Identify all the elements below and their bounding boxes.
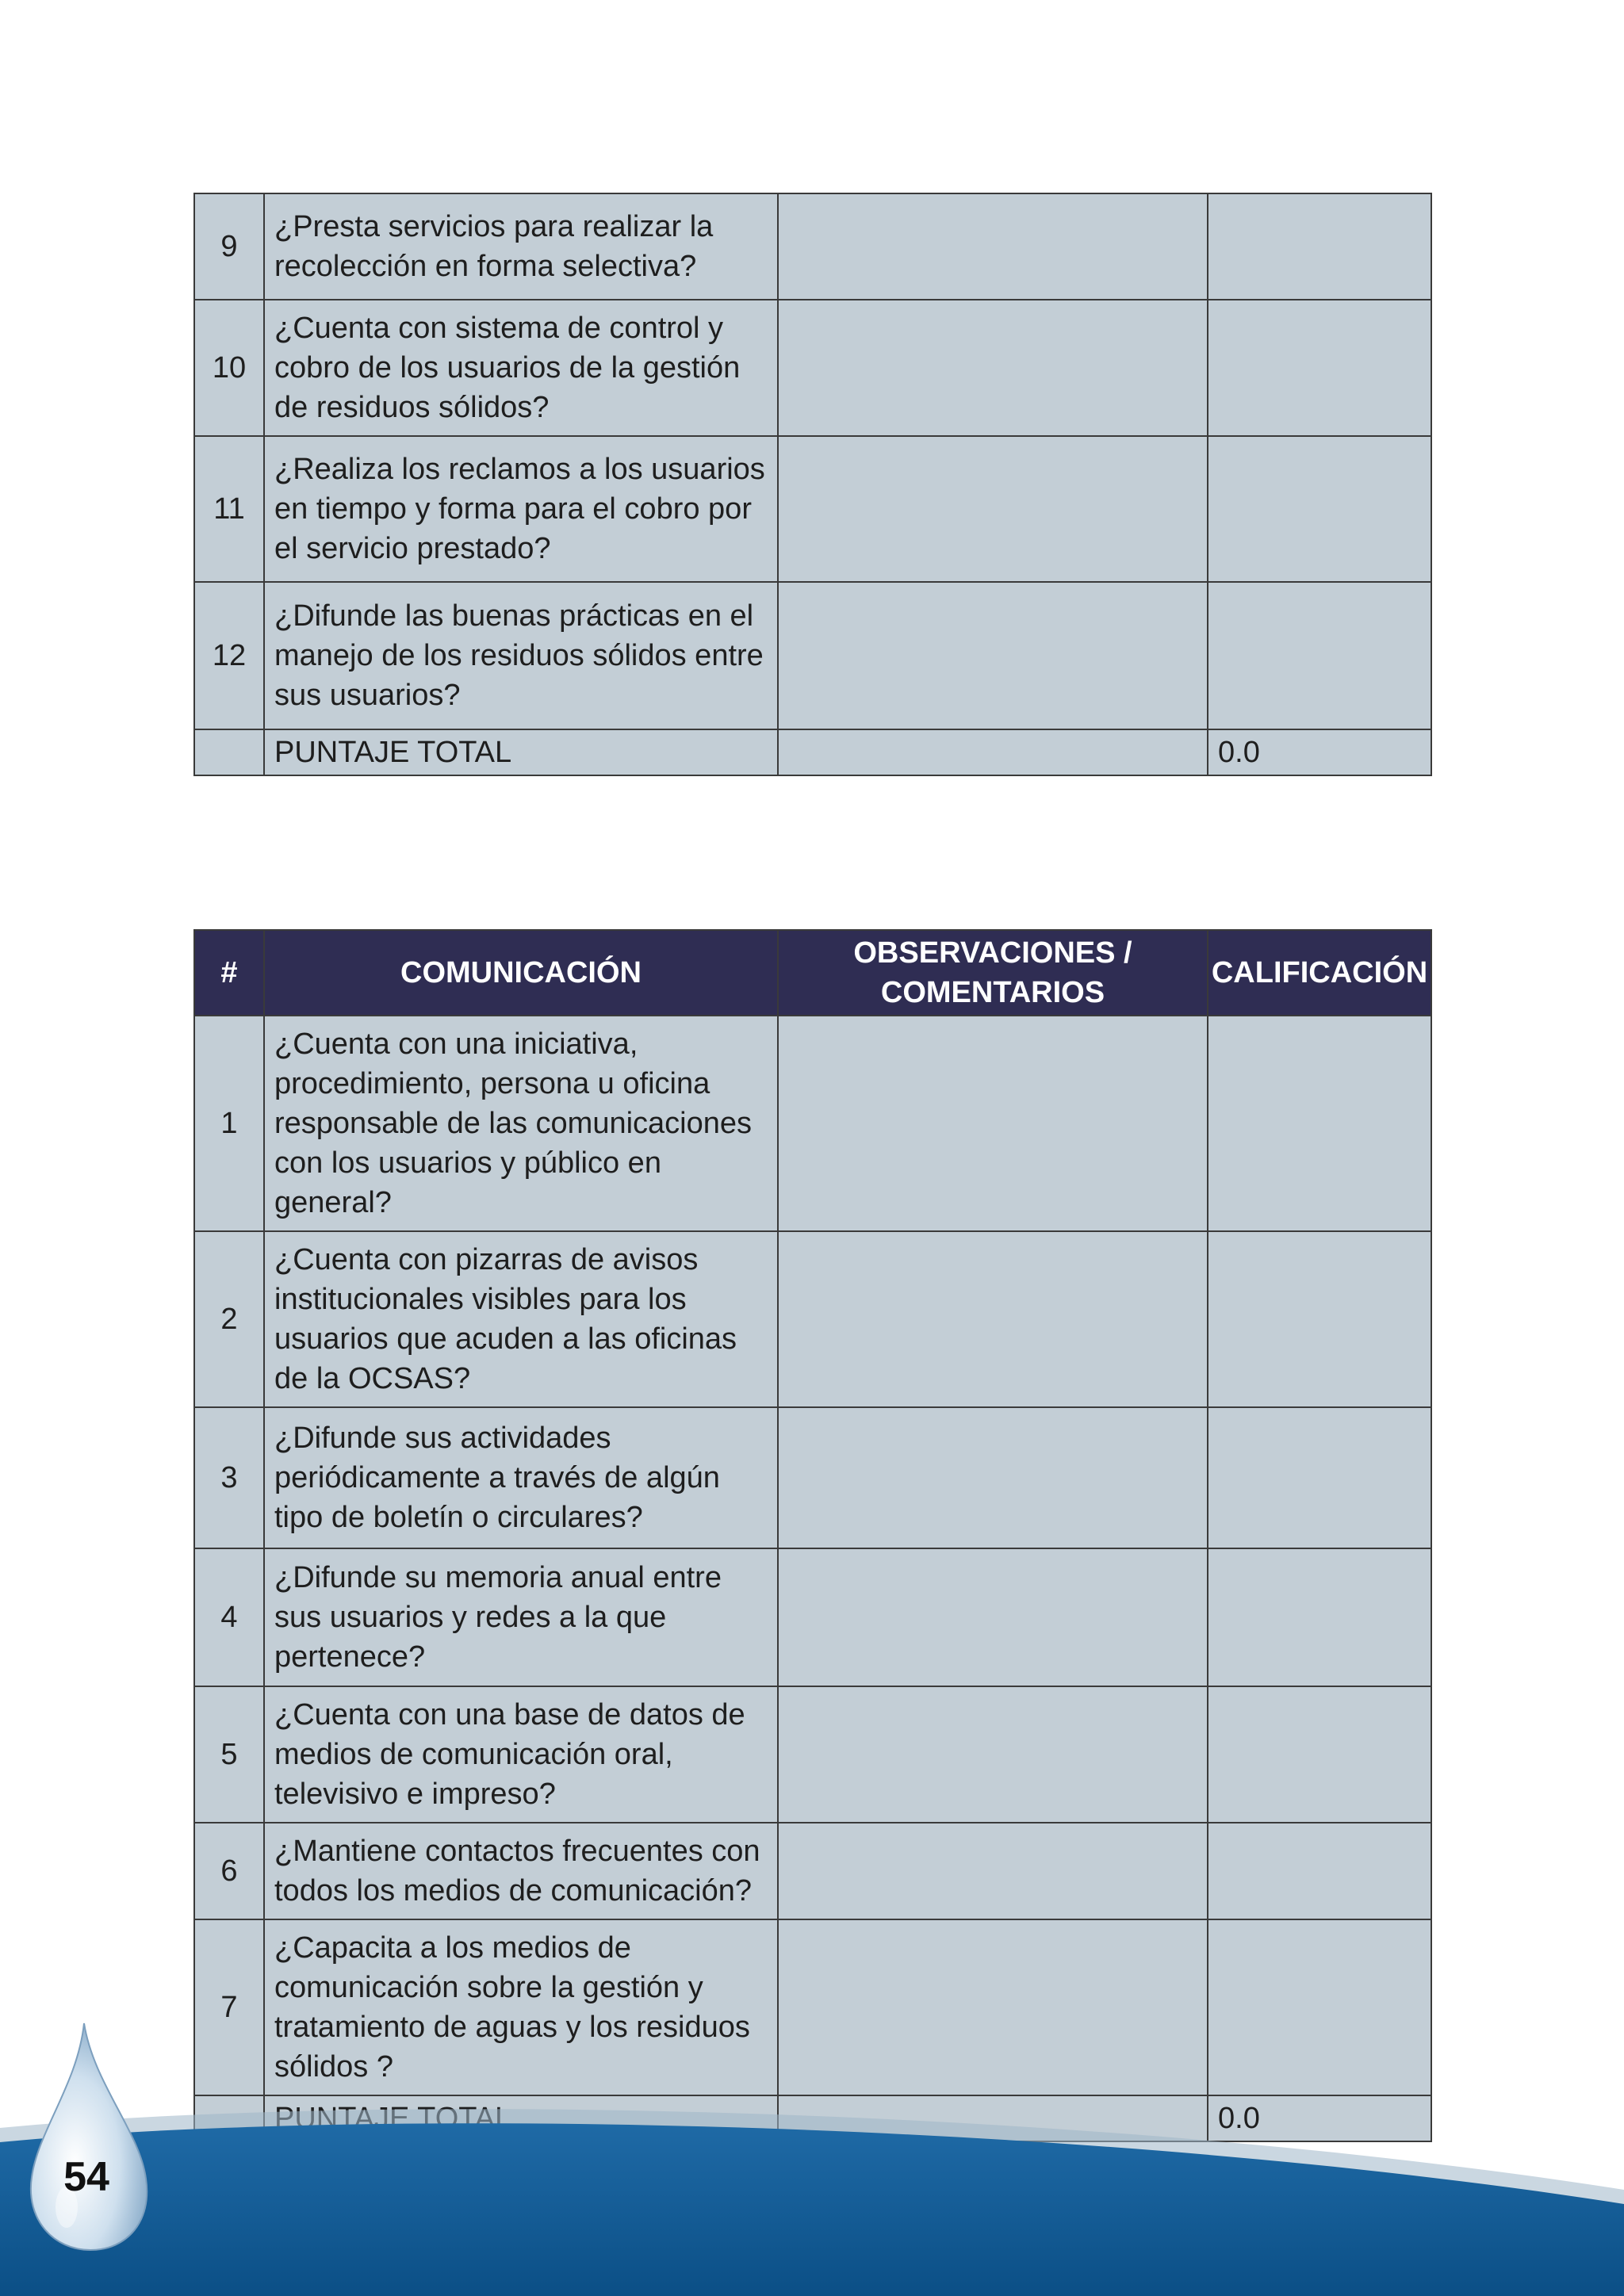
score-cell[interactable] (1208, 1548, 1431, 1686)
header-category: COMUNICACIÓN (264, 930, 778, 1016)
question-text: ¿Cuenta con pizarras de avisos institucionales visibles para los usuarios que acuden a las oficinas de la OCSAS? (264, 1231, 778, 1407)
table-row (194, 1686, 1431, 1823)
table-row (194, 1407, 1431, 1548)
total-observations-cell (778, 729, 1208, 775)
total-score: 0.0 (1208, 729, 1431, 775)
row-number: 3 (194, 1407, 264, 1548)
score-cell[interactable] (1208, 1686, 1431, 1823)
observations-cell[interactable] (778, 1407, 1208, 1548)
row-number: 11 (194, 436, 264, 582)
row-number: 6 (194, 1823, 264, 1919)
question-text: ¿Difunde su memoria anual entre sus usuarios y redes a la que pertenece? (264, 1548, 778, 1686)
table-row (194, 1823, 1431, 1919)
score-cell[interactable] (1208, 1407, 1431, 1548)
score-cell[interactable] (1208, 1919, 1431, 2095)
question-text: ¿Presta servicios para realizar la recolección en forma selectiva? (264, 193, 778, 300)
row-number: 12 (194, 582, 264, 729)
table-row (194, 436, 1431, 582)
row-number: 10 (194, 300, 264, 436)
observations-cell[interactable] (778, 1016, 1208, 1231)
table-row (194, 582, 1431, 729)
score-cell[interactable] (1208, 582, 1431, 729)
row-number: 9 (194, 193, 264, 300)
observations-cell[interactable] (778, 300, 1208, 436)
observations-cell[interactable] (778, 193, 1208, 300)
header-number: # (194, 930, 264, 1016)
observations-cell[interactable] (778, 582, 1208, 729)
observations-cell[interactable] (778, 1548, 1208, 1686)
question-text: ¿Mantiene contactos frecuentes con todos los medios de comunicación? (264, 1823, 778, 1919)
table-row (194, 193, 1431, 300)
question-text: ¿Capacita a los medios de comunicación sobre la gestión y tratamiento de aguas y los residuos sólidos ? (264, 1919, 778, 2095)
water-drop-icon (22, 2020, 157, 2255)
score-cell[interactable] (1208, 1016, 1431, 1231)
evaluation-table-continued (193, 193, 1432, 776)
page-number: 54 (63, 2154, 109, 2200)
total-number-cell (194, 729, 264, 775)
communication-evaluation-table (193, 929, 1432, 2142)
question-text: ¿Cuenta con una iniciativa, procedimiento, persona u oficina responsable de las comunicaciones con los usuarios y público en general? (264, 1016, 778, 1231)
row-number: 7 (194, 1919, 264, 2095)
total-label: PUNTAJE TOTAL (264, 729, 778, 775)
observations-cell[interactable] (778, 1919, 1208, 2095)
observations-cell[interactable] (778, 1686, 1208, 1823)
table-row (194, 1016, 1431, 1231)
question-text: ¿Difunde las buenas prácticas en el manejo de los residuos sólidos entre sus usuarios? (264, 582, 778, 729)
score-cell[interactable] (1208, 1231, 1431, 1407)
observations-cell[interactable] (778, 1823, 1208, 1919)
row-number: 4 (194, 1548, 264, 1686)
row-number: 2 (194, 1231, 264, 1407)
question-text: ¿Difunde sus actividades periódicamente a través de algún tipo de boletín o circulares? (264, 1407, 778, 1548)
header-observations: OBSERVACIONES / COMENTARIOS (778, 930, 1208, 1016)
question-text: ¿Realiza los reclamos a los usuarios en tiempo y forma para el cobro por el servicio prestado? (264, 436, 778, 582)
header-score: CALIFICACIÓN (1208, 930, 1431, 1016)
question-text: ¿Cuenta con sistema de control y cobro de los usuarios de la gestión de residuos sólidos? (264, 300, 778, 436)
table-header-row (194, 930, 1431, 1016)
score-cell[interactable] (1208, 300, 1431, 436)
observations-cell[interactable] (778, 1231, 1208, 1407)
row-number: 5 (194, 1686, 264, 1823)
observations-cell[interactable] (778, 436, 1208, 582)
table-row (194, 1919, 1431, 2095)
row-number: 1 (194, 1016, 264, 1231)
question-text: ¿Cuenta con una base de datos de medios de comunicación oral, televisivo e impreso? (264, 1686, 778, 1823)
table-row (194, 1548, 1431, 1686)
table-row (194, 300, 1431, 436)
table-row (194, 1231, 1431, 1407)
total-row (194, 729, 1431, 775)
score-cell[interactable] (1208, 436, 1431, 582)
footer-wave (0, 2093, 1624, 2296)
score-cell[interactable] (1208, 193, 1431, 300)
score-cell[interactable] (1208, 1823, 1431, 1919)
total-score: 0.0 (1208, 2095, 1431, 2141)
